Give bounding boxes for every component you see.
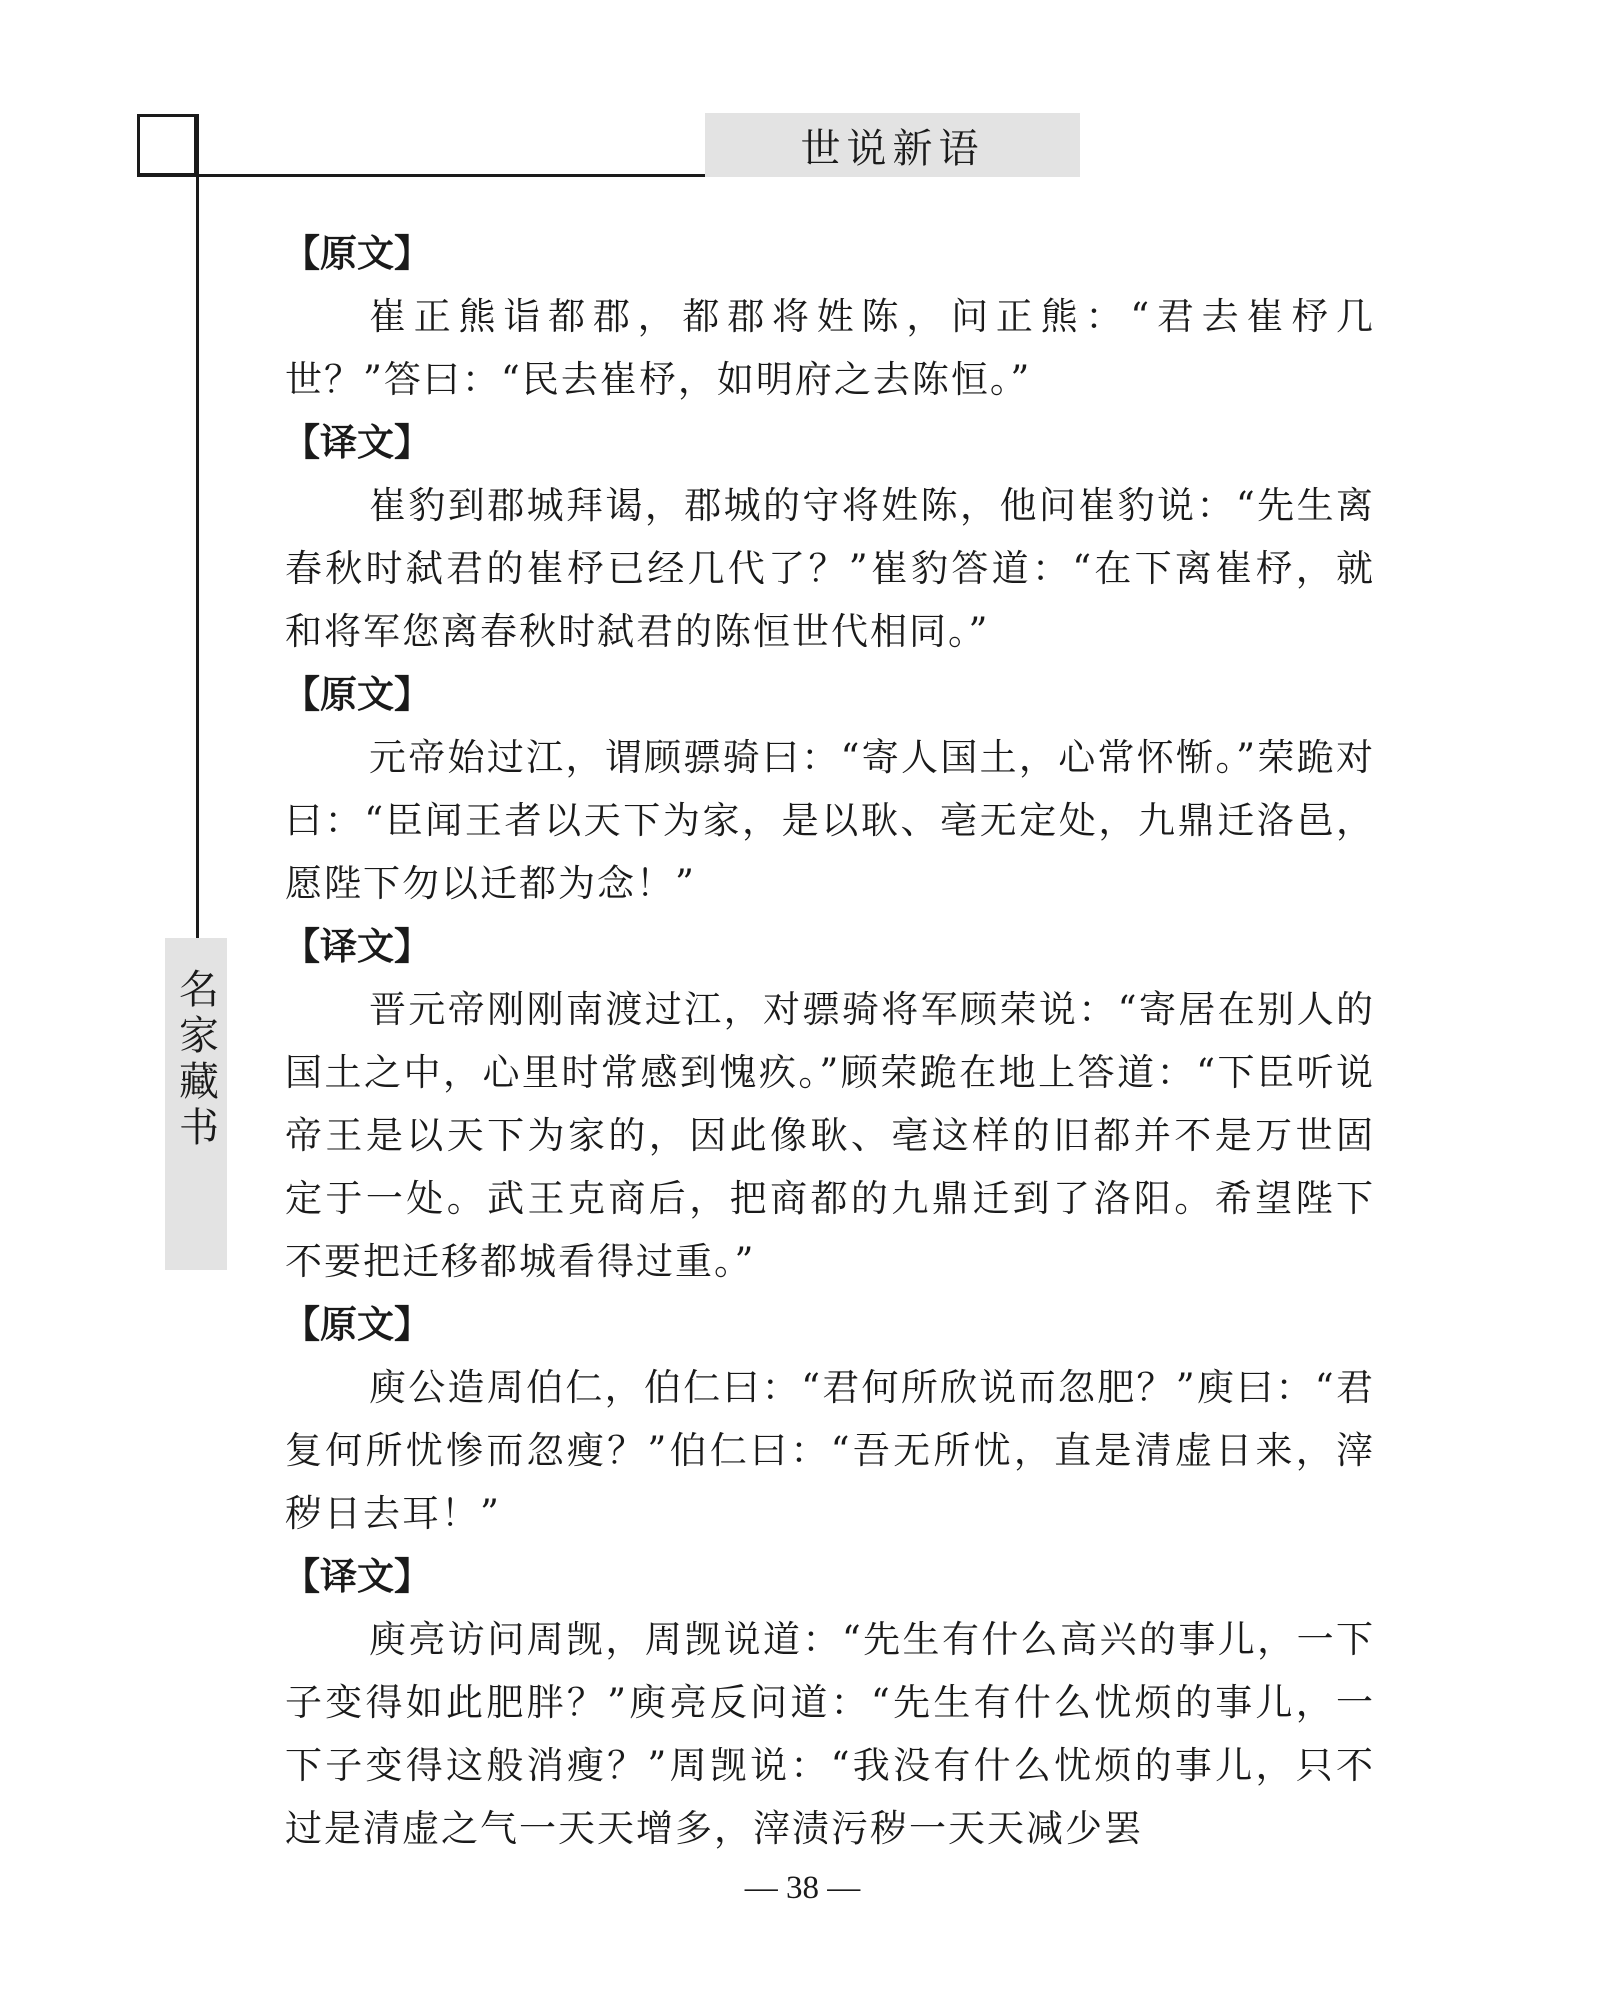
section-paragraph: 晋元帝刚刚南渡过江，对骠骑将军顾荣说：“寄居在别人的国土之中，心里时常感到愧疚。”顾荣跪在地上答道：“下臣听说帝王是以天下为家的，因此像耿、亳这样的旧都并不是万世固定于一处。武王克商后，把商都的九鼎迁到了洛阳。希望陛下不要把迁移都城看得过重。”: [285, 988, 1375, 1283]
page-body: [285, 222, 1375, 1860]
section-paragraph: 庾公造周伯仁，伯仁曰：“君何所欣说而忽肥？”庾曰：“君复何所忧惨而忽瘦？”伯仁曰：“吾无所忧，直是清虚日来，滓秽日去耳！”: [285, 1366, 1375, 1535]
header-frame-box: [137, 114, 197, 176]
header-horizontal-rule: [137, 174, 705, 177]
section-heading-translation: 【译文】: [283, 925, 431, 968]
section-paragraph: 崔正熊诣都郡，都郡将姓陈，问正熊：“君去崔杼几世？”答曰：“民去崔杼，如明府之去陈恒。”: [285, 295, 1375, 401]
page-number: — 38 —: [744, 1870, 861, 1906]
section-paragraph: 崔豹到郡城拜谒，郡城的守将姓陈，他问崔豹说：“先生离春秋时弑君的崔杼已经几代了？”崔豹答道：“在下离崔杼，就和将军您离春秋时弑君的陈恒世代相同。”: [285, 484, 1375, 653]
side-collection-label: 名家藏书: [165, 938, 227, 1270]
section-heading-translation: 【译文】: [283, 1555, 431, 1598]
section-heading-original: 【原文】: [283, 673, 431, 716]
section-heading-translation: 【译文】: [283, 421, 431, 464]
section-heading-original: 【原文】: [283, 1303, 431, 1346]
header-vertical-rule: [196, 114, 199, 944]
section-heading-original: 【原文】: [283, 232, 431, 275]
section-paragraph: 元帝始过江，谓顾骠骑曰：“寄人国土，心常怀惭。”荣跪对曰：“臣闻王者以天下为家，是以耿、亳无定处，九鼎迁洛邑，愿陛下勿以迁都为念！”: [285, 736, 1375, 905]
section-paragraph: 庾亮访问周觊，周觊说道：“先生有什么高兴的事儿，一下子变得如此肥胖？”庾亮反问道：“先生有什么忧烦的事儿，一下子变得这般消瘦？”周觊说：“我没有什么忧烦的事儿，只不过是清虚之气一天天增多，滓渍污秽一天天减少罢: [285, 1618, 1375, 1850]
book-title: 世说新语: [705, 113, 1080, 177]
